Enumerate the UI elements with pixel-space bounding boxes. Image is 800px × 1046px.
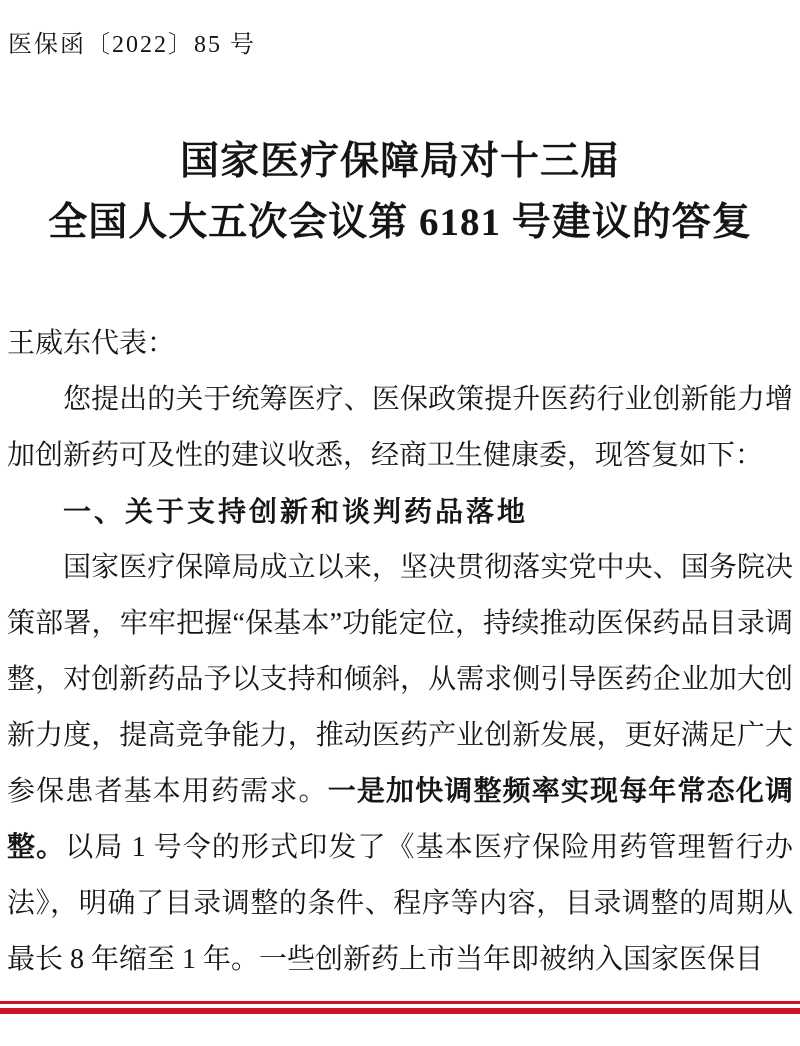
section1-text-normal-1: 国家医疗保障局成立以来，坚决贯彻落实党中央、国务院决策部署，牢牢把握“保基本”功能定位，持续推动医保药品目录调整，对创新药品予以支持和倾斜，从需求侧引导医药企业加大创新力度，提高竞争能力，推动医药产业创新发展，更好满足广大参保患者基本用药需求。 [7, 552, 793, 807]
title-line-2: 全国人大五次会议第 6181 号建议的答复 [48, 201, 752, 244]
section1-text-bold: 一是加快调整频率实现每年常态化调整。 [7, 776, 793, 863]
document-title [0, 131, 800, 253]
page-break-divider-thin-line [0, 1001, 800, 1004]
doc-number: 医保函〔2022〕85 号 [8, 32, 256, 58]
section1-heading: 一、关于支持创新和谈判药品落地 [63, 496, 529, 527]
section1-paragraph [7, 540, 793, 988]
section1-text-normal-2: 以局 1 号令的形式印发了《基本医疗保险用药管理暂行办法》，明确了目录调整的条件、程序等内容，目录调整的周期从最长 8 年缩至 1 年。一些创新药上市当年即被纳入国家医保目 [7, 832, 793, 975]
page-break-divider-thick-line [0, 1008, 800, 1014]
title-line-1: 国家医疗保障局对十三届 [179, 140, 620, 183]
document-body [7, 316, 793, 988]
intro-paragraph: 您提出的关于统筹医疗、医保政策提升医药行业创新能力增加创新药可及性的建议收悉，经商卫生健康委，现答复如下： [7, 384, 793, 471]
salutation: 王威东代表： [7, 328, 176, 359]
